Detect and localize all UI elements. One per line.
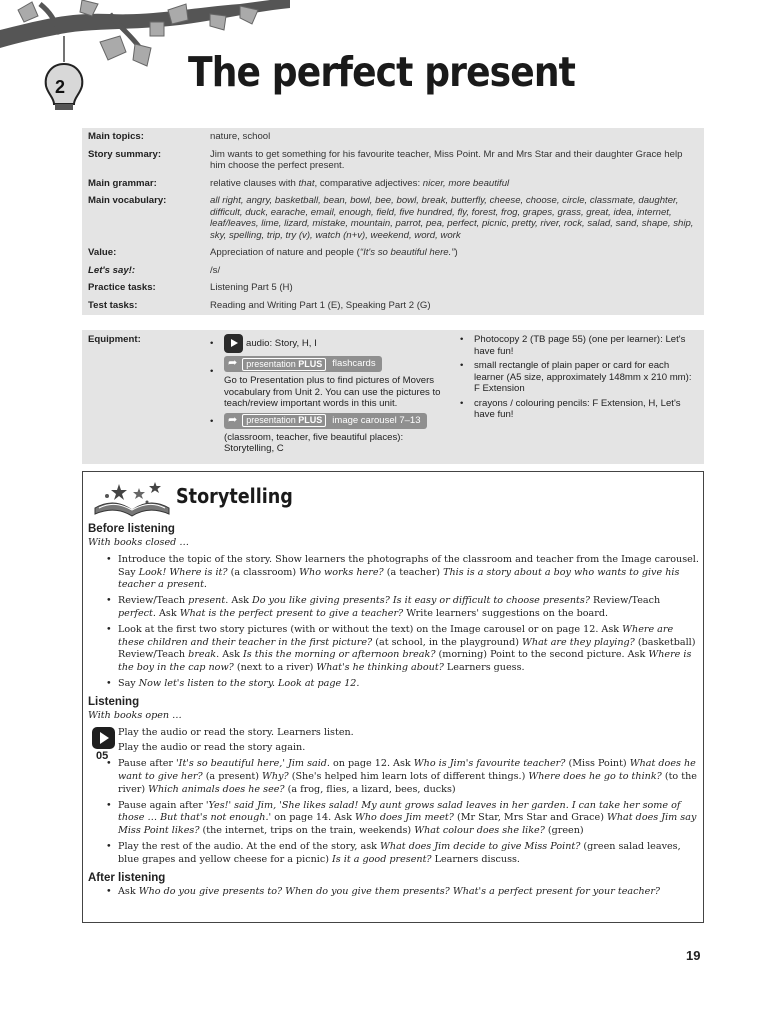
text-part: Where is the boy in the cap now?: [118, 649, 692, 674]
row-label: Main topics:: [88, 131, 144, 142]
list-item: [88, 841, 700, 867]
row-value: [210, 178, 698, 190]
text-part: on page 12. Ask: [329, 758, 414, 770]
text-part: Say: [118, 677, 139, 689]
text-part: (Miss Point): [565, 758, 630, 770]
text-part: Which animals does he see?: [148, 783, 285, 795]
text-part: Write learners' suggestions on the board.: [403, 607, 609, 619]
text-part: Now let's listen to the story. Look at page 12.: [138, 677, 360, 689]
overview-row-summary: [88, 149, 698, 172]
unit-number: 2: [55, 77, 66, 97]
equipment-label: Equipment:: [88, 334, 141, 345]
overview-row-lets-say: [88, 265, 698, 277]
bullet: •: [460, 397, 464, 409]
text-part: Is it a good present?: [332, 853, 432, 865]
text-part: Do you like giving presents? Is it easy or difficult to choose presents?: [252, 595, 590, 607]
before-listening-sub: With books closed …: [88, 537, 189, 548]
list-item: [88, 886, 700, 899]
text-part: Who do you give presents to? When do you give them presents? What's a perfect present for your teacher?: [138, 885, 661, 897]
equipment-item: [460, 334, 700, 357]
text-part: (a frog, flies, a lizard, bees, ducks): [284, 783, 456, 795]
list-item: [88, 758, 700, 796]
text-part: (to the river): [118, 770, 697, 795]
text-part: that: [298, 177, 315, 189]
text-part: Review/Teach: [118, 595, 189, 607]
text-part: (green): [544, 825, 584, 837]
bullet: •: [210, 415, 214, 427]
overview-row-topics: [88, 131, 698, 143]
equipment-item-carousel: [210, 413, 450, 455]
text-part: . Ask: [152, 607, 180, 619]
text-part: Who is Jim's favourite teacher?: [413, 758, 566, 770]
storytelling-box: [82, 471, 704, 923]
text-part: Is this the morning or afternoon break?: [242, 649, 436, 661]
flashcards-desc: Go to Presentation plus to find pictures of Movers vocabulary from Unit 2. You can use the pictures to teach/review important words in this unit.: [224, 375, 441, 409]
text-part: (green salad leaves, blue grapes and yellow cheese for a picnic): [118, 840, 681, 865]
text-part: (a teacher): [383, 566, 444, 578]
text-part: Review/Teach: [589, 595, 661, 607]
text-part: Introduce the topic of the story. Show learners the photographs of the classroom and teacher from the Image carousel. Say: [118, 553, 699, 578]
text-part: Learners discuss.: [431, 853, 520, 865]
text-part: Play the audio or read the story again.: [118, 742, 306, 754]
listening-sub: With books open …: [88, 709, 182, 721]
audio-track-number: 05: [96, 749, 109, 762]
bullet: •: [210, 366, 214, 377]
overview-row-practice: [88, 282, 698, 294]
equipment-item: [460, 398, 700, 421]
pp-logo: [242, 414, 326, 427]
equipment-item-flashcards: [210, 356, 450, 410]
text-part: This is a story about a boy who wants to give his teacher a present.: [118, 566, 680, 591]
open-book-stars-icon: [91, 478, 173, 518]
listening-heading: Listening: [88, 695, 140, 708]
pp-brand: presentation: [246, 415, 296, 425]
carousel-label: image carousel 7–13: [332, 414, 421, 426]
list-item: [88, 727, 700, 740]
equipment-item-text: Photocopy 2 (TB page 55) (one per learner): Let's have fun!: [474, 334, 686, 357]
flashcards-label: flashcards: [332, 358, 376, 370]
text-part: (a present): [202, 770, 263, 782]
row-label: Let's say!:: [88, 264, 136, 276]
page-number: 19: [686, 948, 701, 963]
list-item: [88, 678, 700, 691]
audio-text: audio: Story, H, I: [246, 337, 317, 349]
text-part: ): [454, 247, 458, 258]
list-item: [88, 742, 700, 755]
pp-plus: PLUS: [298, 415, 323, 425]
equipment-panel: [82, 330, 704, 464]
after-listening-heading: After listening: [88, 871, 166, 884]
text-part: Where are these children and their teacher in the first picture?: [118, 623, 674, 648]
text-part: Who does Jim meet?: [354, 812, 454, 824]
carousel-desc: (classroom, teacher, five beautiful places): Storytelling, C: [224, 431, 404, 454]
row-label: Main vocabulary:: [88, 195, 167, 206]
row-label: Value:: [88, 247, 117, 258]
text-part: (at school, in the playground): [372, 636, 523, 648]
listening-list: [88, 727, 700, 867]
text-part: Ask: [118, 885, 139, 897]
overview-row-vocabulary: [88, 195, 698, 241]
page-title: The perfect present: [188, 48, 576, 96]
text-part: (the internet, trips on the train, weekends): [199, 825, 415, 837]
row-label: Practice tasks:: [88, 282, 156, 293]
bullet: •: [460, 334, 464, 345]
text-part: Learners guess.: [443, 662, 525, 674]
text-part: What does Jim decide to give Miss Point?: [380, 840, 581, 852]
row-label: Main grammar:: [88, 177, 157, 189]
equipment-item: [460, 360, 700, 395]
text-part: Why?: [262, 770, 289, 782]
share-arrow-icon: ➦: [228, 357, 238, 370]
text-part: perfect: [118, 607, 153, 619]
row-value: Reading and Writing Part 1 (E), Speaking Part 2 (G): [210, 299, 431, 311]
text-part: (next to a river): [233, 662, 317, 674]
text-part: Look! Where is it?: [138, 566, 228, 578]
list-item: [88, 624, 700, 675]
text-part: (morning) Point to the second picture. Ask: [435, 649, 649, 661]
text-part: Who works here?: [299, 566, 384, 578]
row-label: Story summary:: [88, 148, 162, 160]
pp-plus: PLUS: [298, 358, 323, 369]
text-part: . Ask: [225, 595, 253, 607]
after-listening-list: [88, 886, 700, 899]
text-part: Pause after: [118, 758, 177, 770]
storytelling-body: [88, 522, 700, 901]
text-part: 'It's so beautiful here,' Jim said.: [176, 758, 330, 770]
equipment-item-audio: [210, 334, 450, 353]
text-part: , comparative adjectives:: [314, 177, 423, 189]
text-part: What are they playing?: [522, 636, 635, 648]
row-value: Jim wants to get something for his favourite teacher, Miss Point. Mr and Mrs Star and their daughter Grace help him choose the perfect present.: [210, 148, 683, 171]
overview-row-tests: [88, 300, 698, 312]
text-part: (Mr Star, Mrs Star and Grace): [453, 812, 608, 824]
text-part: What does he want to give her?: [118, 758, 696, 782]
text-part: What's he thinking about?: [316, 662, 444, 674]
text-part: Where does he go to think?: [528, 770, 662, 782]
text-part: Play the rest of the audio. At the end of the story, ask: [118, 840, 381, 852]
text-part: Appreciation of nature and people (: [210, 247, 360, 258]
play-audio-icon[interactable]: [224, 334, 243, 353]
row-value: [210, 247, 698, 259]
before-listening-list: [88, 554, 700, 691]
text-part: (basketball) Review/Teach: [118, 636, 696, 661]
text-part: nicer, more beautiful: [422, 177, 510, 189]
text-part: break: [188, 649, 217, 661]
text-part: (She's helped him learn lots of different things.): [288, 770, 529, 782]
text-part: on page 14. Ask: [271, 812, 355, 824]
list-item: [88, 554, 700, 592]
equipment-item-text: crayons / colouring pencils: F Extension, H, Let's have fun!: [474, 397, 681, 420]
presentation-plus-carousel-button[interactable]: [224, 413, 427, 429]
text-part: relative clauses with: [210, 177, 299, 189]
before-listening-heading: Before listening: [88, 523, 175, 535]
equipment-list-left: [210, 334, 450, 458]
row-value: nature, school: [210, 131, 271, 142]
text-part: Play the audio or read the story. Learners listen.: [118, 726, 354, 738]
text-part: . Ask: [216, 649, 243, 661]
row-value: /s/: [210, 264, 221, 276]
share-arrow-icon: ➦: [228, 413, 238, 426]
presentation-plus-flashcards-button[interactable]: [224, 356, 382, 372]
row-label: Test tasks:: [88, 299, 138, 311]
overview-row-grammar: [88, 178, 698, 190]
bullet: •: [210, 337, 214, 349]
text-part: Look at the first two story pictures (with or without the text) on the Image carousel or on page 12. Ask: [118, 623, 623, 635]
pp-logo: [242, 358, 326, 371]
text-part: Pause again after: [118, 799, 206, 811]
text-part: 'Yes!' said Jim, 'She likes salad! My aunt grows salad leaves in her garden. I can take her some of those … But that's not enough.': [118, 799, 681, 824]
equipment-item-text: small rectangle of plain paper or card for each learner (A5 size, approximately 148mm x 210 mm): F Extension: [474, 360, 692, 394]
text-part: present: [188, 595, 226, 607]
pp-brand: presentation: [246, 358, 296, 369]
text-part: “It's so beautiful here.”: [359, 247, 455, 258]
text-part: What does Jim say Miss Point likes?: [118, 812, 697, 837]
storytelling-heading: Storytelling: [176, 484, 293, 508]
row-value: all right, angry, basketball, bean, bowl, bee, bowl, break, butterfly, cheese, choose, circle, classmate, daughter, difficult, duck, earache, email, enough, field, five hundred, fly, forest, frog, grapes, grass, great, idea, internet, leaf/leaves, lime, lizard, mistake, mountain, parrot, pea, perfect, picnic, pretty, river, rock, salad, sand, shape, ship, sky, spelling, trip, try (v), watch (n+v), weekend, word, work: [210, 195, 694, 241]
equipment-list-right: [460, 334, 700, 424]
overview-row-value: [88, 247, 698, 259]
list-item: [88, 800, 700, 838]
listening-block: [88, 727, 700, 867]
unit-overview-table: [82, 128, 704, 315]
text-part: What is the perfect present to give a teacher?: [179, 607, 404, 619]
row-value: Listening Part 5 (H): [210, 282, 293, 293]
text-part: What colour does she like?: [414, 825, 545, 837]
list-item: [88, 595, 700, 621]
text-part: (a classroom): [227, 566, 300, 578]
bullet: •: [460, 360, 464, 371]
